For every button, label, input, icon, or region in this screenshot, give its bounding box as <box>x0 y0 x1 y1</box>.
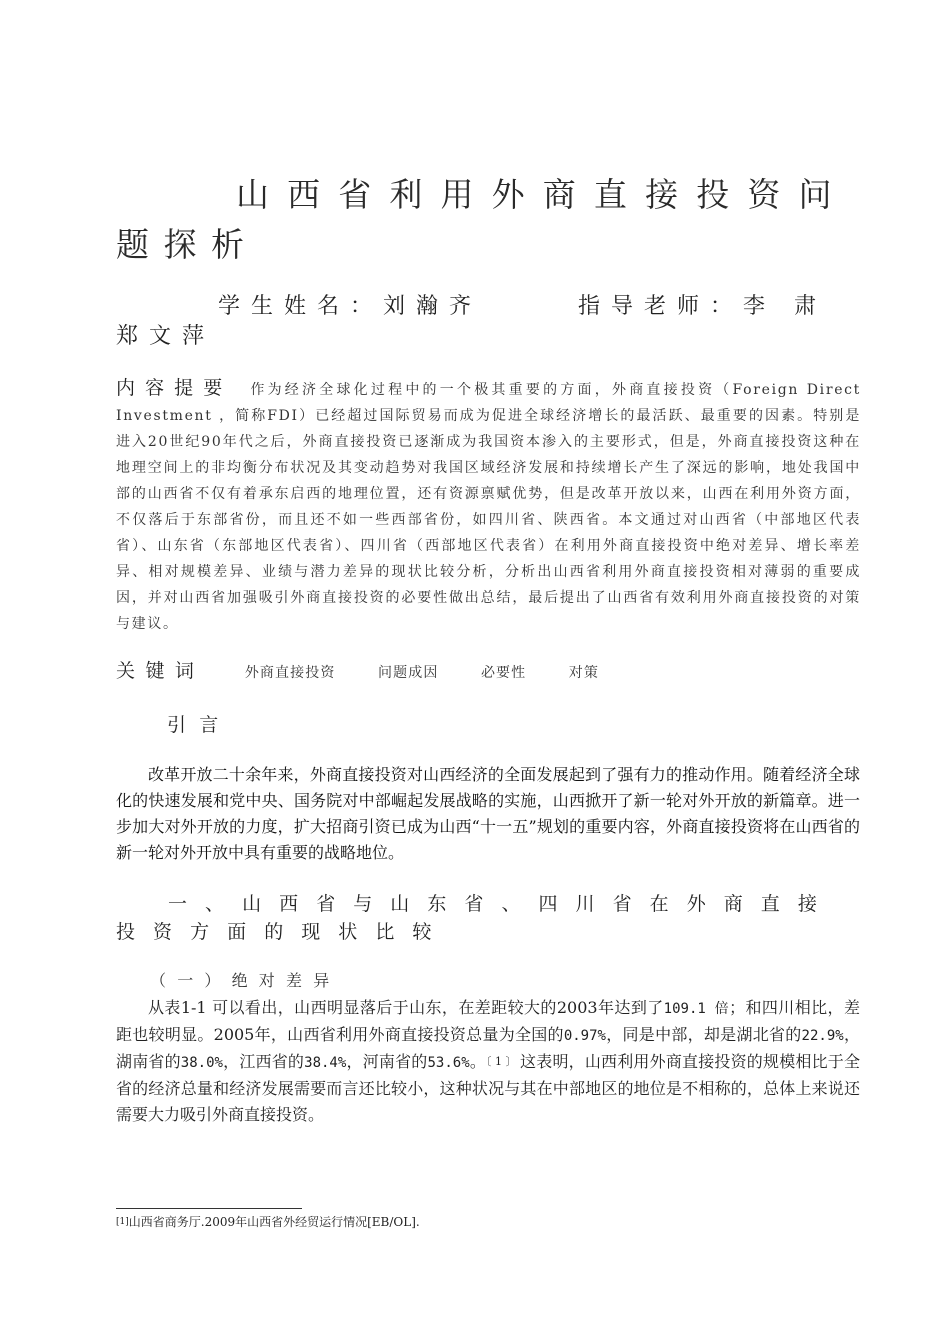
text-run: ，江西省的 <box>222 1052 305 1071</box>
author-line <box>116 292 856 352</box>
advisor-name: 指导老师：李 肃 郑文萍 <box>116 294 828 349</box>
abstract-text-1: 作为经济全球化过程中的一个极其重要的方面，外商直接投资（ <box>250 382 733 398</box>
number-run: 22.9% <box>801 1028 844 1044</box>
footnote-reference[interactable]: 〔1〕 <box>486 1055 521 1068</box>
intro-paragraph: 改革开放二十余年来，外商直接投资对山西经济的全面发展起到了强有力的推动作用。随着经济全球化的快速发展和党中央、国务院对中部崛起发展战略的实施，山西掀开了新一轮对外开放的新篇章。进一步加大对外开放的力度，扩大招商引资已成为山西“十一五”规划的重要内容，外商直接投资将在山西省的新一轮对外开放中具有重要的战略地位。 <box>116 765 860 862</box>
footnote <box>116 1213 420 1231</box>
intro-heading: 引言 <box>167 714 232 736</box>
text-run: ，同是中部，却是湖北省的 <box>605 1025 802 1044</box>
footnote-mark: [1] <box>116 1217 129 1227</box>
footnote-divider <box>116 1208 302 1209</box>
number-run: 38.0% <box>180 1055 223 1071</box>
keyword: 必要性 <box>480 665 527 681</box>
keyword: 对策 <box>568 665 600 681</box>
text-run: ；和四川相比，差距也较明显。2005年，山西省利用外商直接投资总量为全国的 <box>116 998 860 1044</box>
text-run: ，河南省的 <box>346 1052 428 1071</box>
abstract-english-term: Foreign Direct Investment ，简称FDI <box>116 382 861 424</box>
subsection-heading: （一）绝对差异 <box>150 971 341 990</box>
number-run: 53.6% <box>427 1055 470 1071</box>
abstract-label: 内容提要 <box>116 377 233 399</box>
text-run: ，湖南省的 <box>116 1025 860 1071</box>
text-run: 从表1-1 可以看出，山西明显落后于山东，在差距较大的2003年达到了 <box>148 998 664 1017</box>
text-run: 这表明，山西利用外商直接投资的规模相比于全省的经济总量和经济发展需要而言还比较小，这种状况与其在中部地区的地位是不相称的，总体上来说还需要大力吸引外商直接投资。 <box>116 1052 860 1124</box>
keywords-label: 关键词 <box>116 660 205 682</box>
page-title: 山西省利用外商直接投资问题探析 <box>116 175 846 264</box>
keywords <box>116 658 861 686</box>
abstract-text-2: ）已经超过国际贸易而成为促进全球经济增长的最活跃、最重要的因素。特别是进入20世纪90年代之后，外商直接投资已逐渐成为我国资本渗入的主要形式，但是，外商直接投资这种在地理空间上的非均衡分布状况及其变动趋势对我国区域经济发展和持续增长产生了深远的影响，地处我国中部的山西省不仅有着承东启西的地理位置，还有资源禀赋优势，但是改革开放以来，山西在利用外资方面，不仅落后于东部省份，而且还不如一些西部省份，如四川省、陕西省。本文通过对山西省（中部地区代表省）、山东省（东部地区代表省）、四川省（西部地区代表省）在利用外商直接投资中绝对差异、增长率差异、相对规模差异、业绩与潜力差异的现状比较分析，分析出山西省利用外商直接投资相对薄弱的重要成因，并对山西省加强吸引外商直接投资的必要性做出总结，最后提出了山西省有效利用外商直接投资的对策与建议。 <box>116 408 861 632</box>
number-run: 0.97% <box>563 1028 606 1044</box>
number-run: 109.1 倍 <box>663 1001 730 1017</box>
section-paragraph <box>116 995 860 1128</box>
footnote-text: 山西省商务厅.2009年山西省外经贸运行情况[EB/OL]. <box>128 1215 420 1229</box>
text-run: 。 <box>469 1052 487 1071</box>
keyword: 外商直接投资 <box>244 665 336 681</box>
number-run: 38.4% <box>304 1055 347 1071</box>
keyword: 问题成因 <box>378 665 439 681</box>
section-heading: 一、山西省与山东省、四川省在外商直接投资方面的现状比较 <box>116 893 835 943</box>
abstract <box>116 375 861 637</box>
student-name: 学生姓名：刘瀚齐 <box>218 294 483 319</box>
